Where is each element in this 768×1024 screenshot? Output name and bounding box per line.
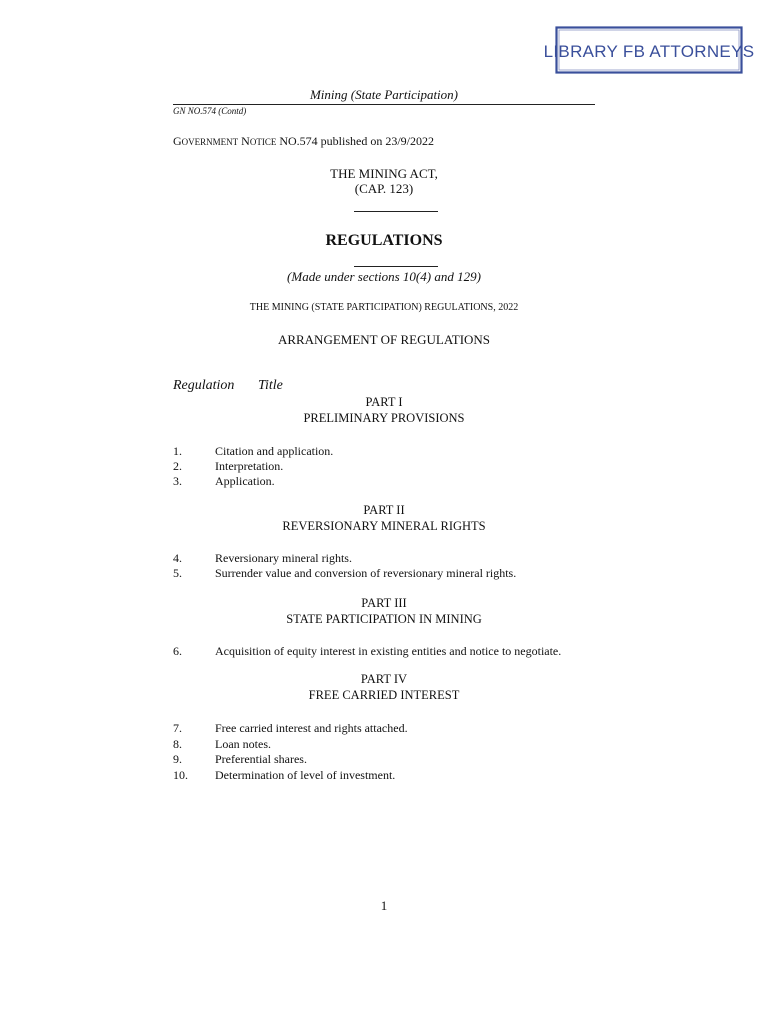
made-under-line: (Made under sections 10(4) and 129) bbox=[287, 269, 481, 284]
arrangement-heading: ARRANGEMENT OF REGULATIONS bbox=[277, 332, 491, 347]
item-title: Acquisition of equity interest in existing entities and notice to negotiate. bbox=[215, 644, 562, 658]
item-title: Reversionary mineral rights. bbox=[215, 551, 352, 565]
part-title: FREE CARRIED INTEREST bbox=[308, 688, 460, 702]
item-number: 9. bbox=[173, 752, 182, 766]
regulations-name: THE MINING (STATE PARTICIPATION) REGULATIONS, 2022 bbox=[249, 302, 519, 313]
item-number: 7. bbox=[173, 721, 182, 735]
act-title: THE MINING ACT, bbox=[330, 166, 438, 181]
column-heading-title: Title bbox=[258, 378, 283, 393]
page-number: 1 bbox=[380, 898, 388, 913]
item-title: Preferential shares. bbox=[215, 752, 307, 766]
gn-number: NO.574 published on 23/9/2022 bbox=[279, 134, 435, 148]
part-title: PRELIMINARY PROVISIONS bbox=[303, 411, 465, 425]
library-stamp bbox=[543, 26, 755, 74]
gn-word-1: GOVERNMENT bbox=[173, 134, 239, 148]
item-title: Loan notes. bbox=[215, 737, 271, 751]
gn-continued-label: GN NO.574 (Contd) bbox=[173, 106, 247, 116]
regulations-heading: REGULATIONS bbox=[325, 232, 443, 249]
gn-word-2: NOTICE bbox=[241, 134, 277, 148]
item-title: Interpretation. bbox=[215, 459, 284, 473]
part-label: PART IV bbox=[360, 672, 408, 686]
item-number: 3. bbox=[173, 474, 182, 488]
item-number: 5. bbox=[173, 566, 182, 580]
item-title: Citation and application. bbox=[215, 444, 334, 458]
part-label: PART II bbox=[363, 503, 405, 517]
part-title: REVERSIONARY MINERAL RIGHTS bbox=[282, 519, 486, 533]
item-number: 1. bbox=[173, 444, 182, 458]
item-title: Application. bbox=[215, 474, 275, 488]
item-number: 2. bbox=[173, 459, 182, 473]
item-number: 10. bbox=[173, 768, 188, 782]
item-number: 4. bbox=[173, 551, 182, 565]
header-rule bbox=[173, 104, 595, 105]
part-label: PART III bbox=[361, 596, 407, 610]
divider-rule bbox=[354, 266, 438, 267]
column-heading-regulation: Regulation bbox=[173, 378, 235, 393]
part-label: PART I bbox=[365, 395, 403, 409]
svg-text:LIBRARY FB ATTORNEYS: LIBRARY FB ATTORNEYS bbox=[543, 42, 755, 61]
government-notice-line bbox=[173, 134, 434, 149]
item-title: Free carried interest and rights attached. bbox=[215, 721, 408, 735]
item-title: Surrender value and conversion of reversionary mineral rights. bbox=[215, 566, 517, 580]
item-number: 8. bbox=[173, 737, 182, 751]
act-cap: (CAP. 123) bbox=[354, 181, 414, 196]
item-number: 6. bbox=[173, 644, 182, 658]
part-title: STATE PARTICIPATION IN MINING bbox=[286, 612, 482, 626]
divider-rule bbox=[354, 211, 438, 212]
running-head: Mining (State Participation) bbox=[309, 87, 459, 102]
item-title: Determination of level of investment. bbox=[215, 768, 396, 782]
